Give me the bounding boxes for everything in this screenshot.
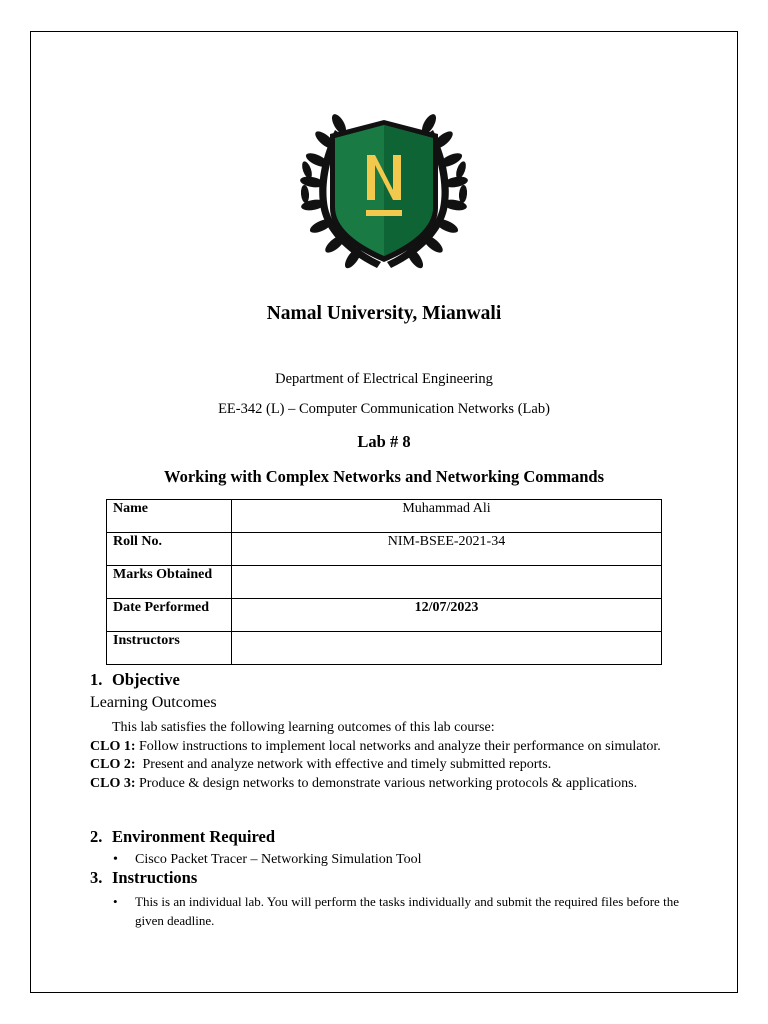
lab-number: Lab # 8 xyxy=(357,432,411,451)
row-value xyxy=(232,566,662,599)
row-label: Marks Obtained xyxy=(107,566,232,599)
laurel-shield-icon xyxy=(295,110,473,275)
table-row xyxy=(107,566,662,599)
clo-text: Produce & design networks to demonstrate various networking protocols & applications. xyxy=(135,775,638,791)
section-title: Environment Required xyxy=(112,827,276,846)
learning-outcomes-heading: Learning Outcomes xyxy=(90,694,217,711)
row-value: NIM-BSEE-2021-34 xyxy=(232,533,662,566)
row-value: 12/07/2023 xyxy=(232,599,662,632)
clo-text: Present and analyze network with effective and timely submitted reports. xyxy=(135,757,552,772)
row-label: Roll No. xyxy=(107,533,232,566)
list-item xyxy=(113,850,679,869)
learning-outcomes-body xyxy=(90,719,680,793)
section-number: 2. xyxy=(90,827,103,846)
section-heading-environment xyxy=(90,827,275,847)
course-title: EE-342 (L) – Computer Communication Networks (Lab) xyxy=(218,401,550,417)
department-name: Department of Electrical Engineering xyxy=(275,371,493,387)
university-name: Namal University, Mianwali xyxy=(266,303,502,324)
section-title: Instructions xyxy=(112,868,198,887)
table-row xyxy=(107,533,662,566)
clo-label: CLO 3: xyxy=(90,775,136,791)
table-row xyxy=(107,500,662,533)
bullet-icon: • xyxy=(113,852,118,867)
clo-item xyxy=(90,775,680,794)
list-item xyxy=(113,892,679,930)
clo-label: CLO 1: xyxy=(90,738,136,754)
clo-item xyxy=(90,738,680,757)
section-heading-objective xyxy=(90,670,180,690)
table-row xyxy=(107,599,662,632)
student-info-table xyxy=(106,499,662,665)
clo-text: Follow instructions to implement local networks and analyze their performance on simulator. xyxy=(135,738,661,754)
row-value: Muhammad Ali xyxy=(232,500,662,533)
row-label: Name xyxy=(107,500,232,533)
section-heading-instructions xyxy=(90,868,197,888)
section-number: 3. xyxy=(90,868,103,887)
list-item-text: Cisco Packet Tracer – Networking Simulation Tool xyxy=(135,852,422,867)
clo-label: CLO 2: xyxy=(90,757,136,772)
list-item-text: This is an individual lab. You will perform the tasks individually and submit the required files before the given deadline. xyxy=(135,894,679,928)
row-label: Instructors xyxy=(107,632,232,665)
row-label: Date Performed xyxy=(107,599,232,632)
row-value xyxy=(232,632,662,665)
section-title: Objective xyxy=(112,670,180,689)
outcomes-intro: This lab satisfies the following learning outcomes of this lab course: xyxy=(112,720,495,735)
lab-title: Working with Complex Networks and Networking Commands xyxy=(163,467,605,486)
bullet-icon: • xyxy=(113,894,118,909)
section-number: 1. xyxy=(90,670,103,689)
table-row xyxy=(107,632,662,665)
clo-item xyxy=(90,756,680,775)
university-logo xyxy=(295,110,473,275)
